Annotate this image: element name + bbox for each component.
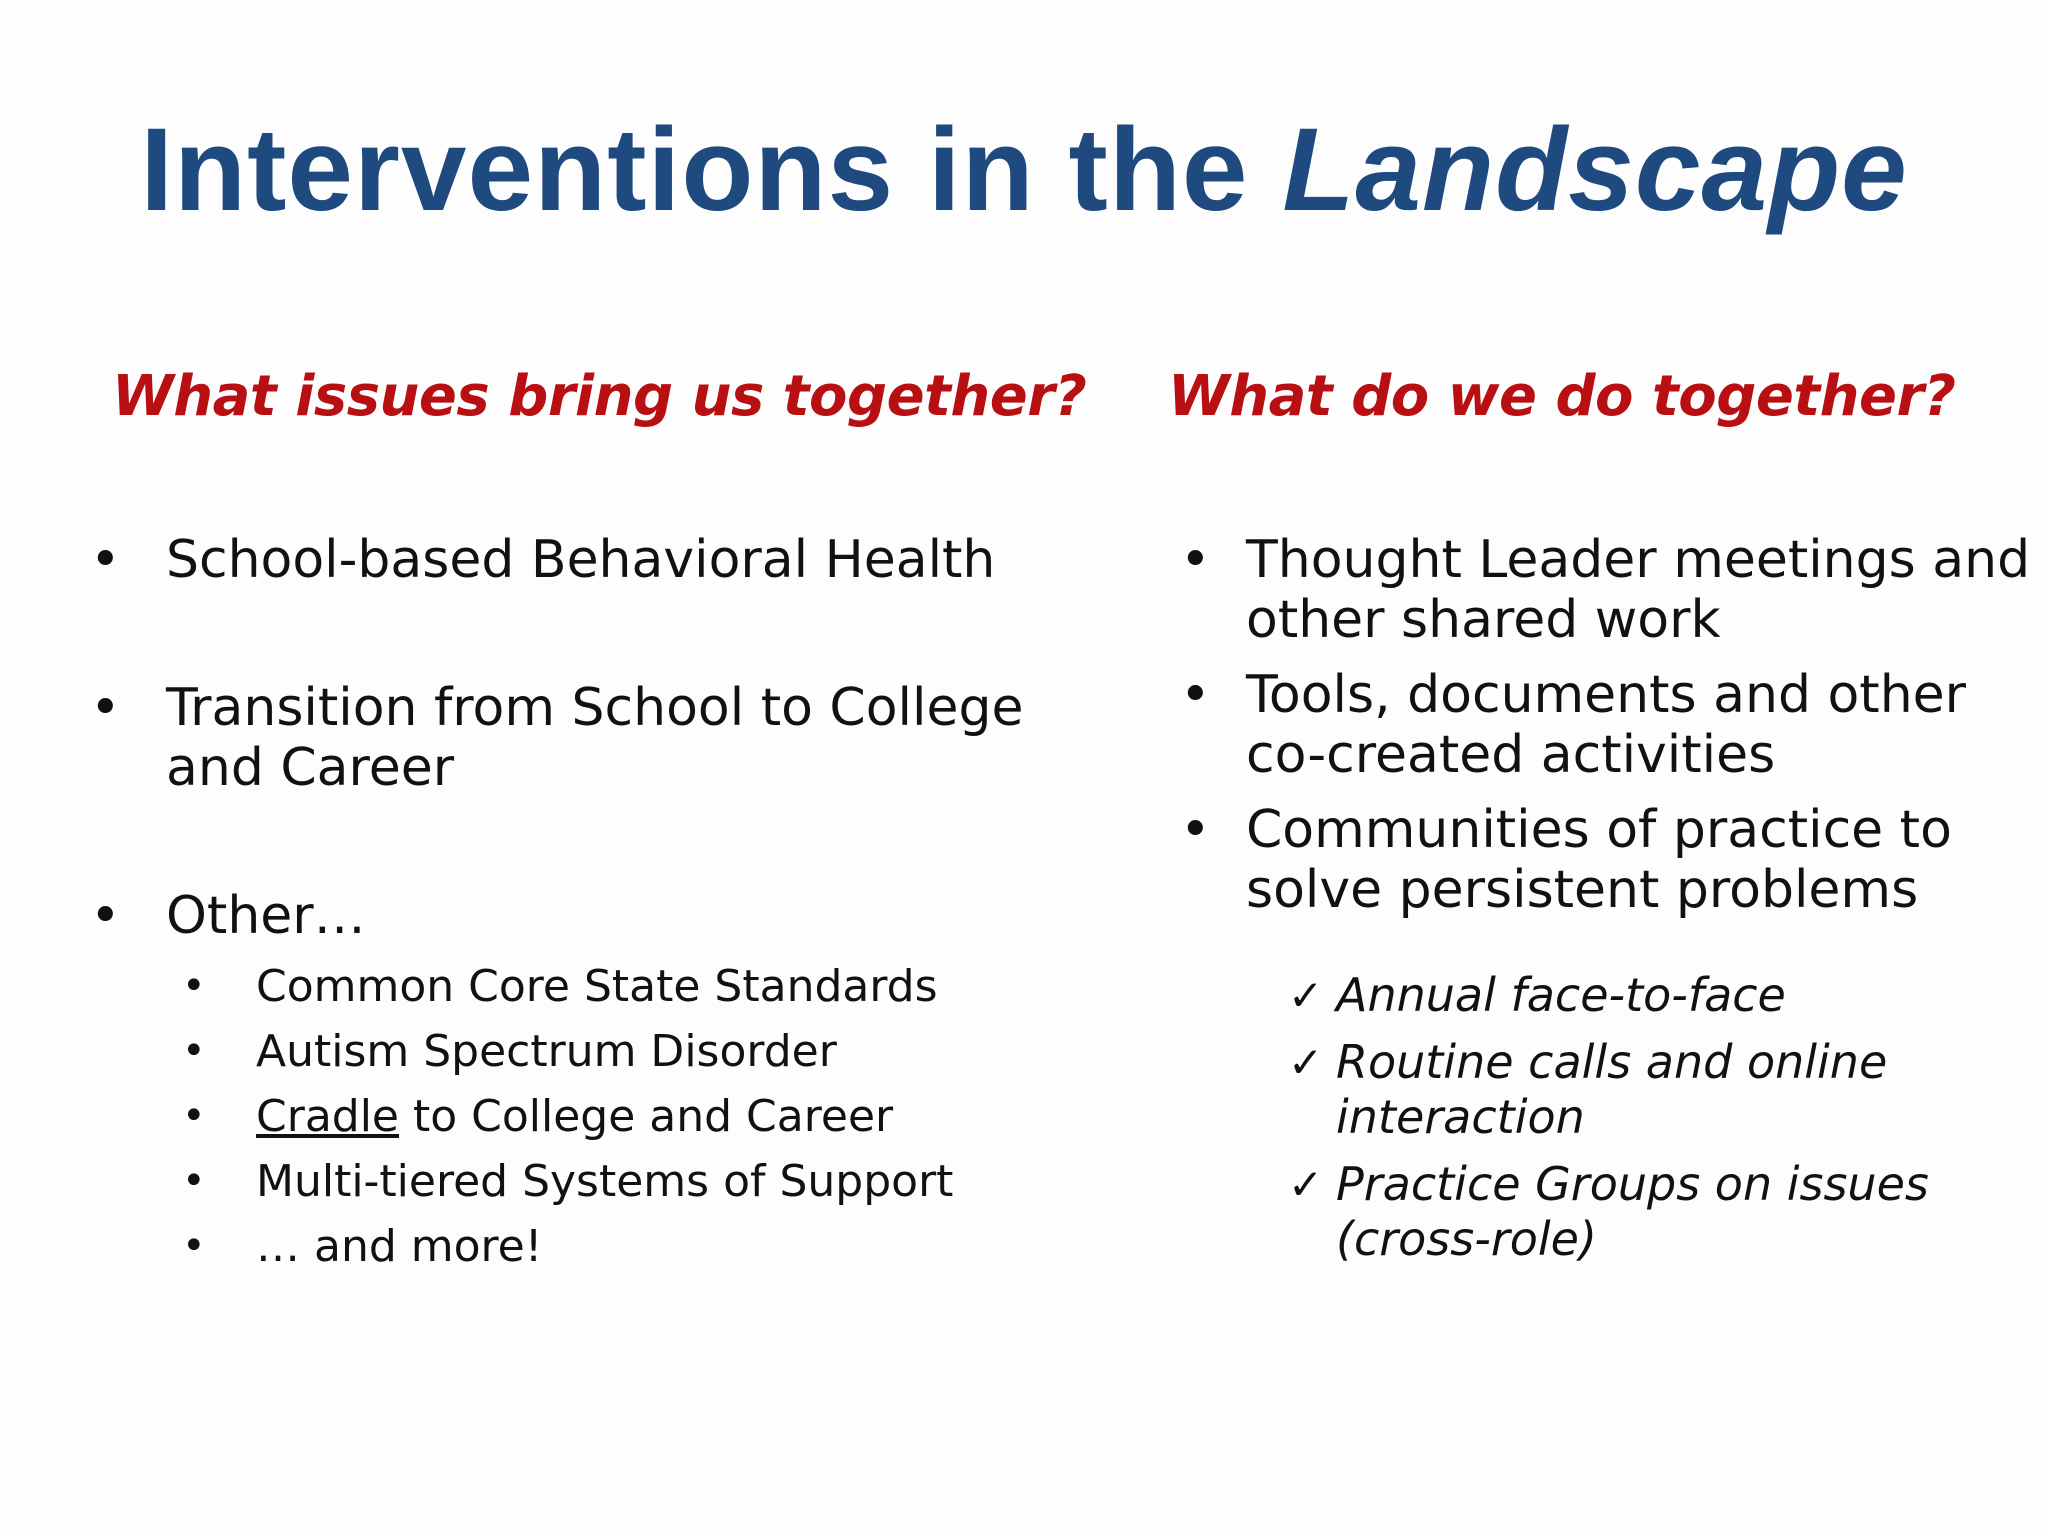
title-emphasis: Landscape [1282, 104, 1908, 236]
bullet-icon: • [182, 1093, 206, 1139]
bullet-icon: • [90, 678, 121, 738]
list-item-label: Communities of practice to solve persistent problems [1246, 800, 1952, 920]
list-item-label: Thought Leader meetings and other shared work [1246, 530, 2031, 650]
title-main: Interventions in the [140, 104, 1283, 236]
list-item [88, 886, 1048, 1279]
sub-list-item-label: Multi-tiered Systems of Support [256, 1156, 954, 1207]
left-bullet-list [88, 530, 1048, 1279]
sub-list-item [182, 1149, 1048, 1214]
checkmark-icon: ✓ [1288, 1160, 1324, 1209]
checkmark-list [1288, 968, 2028, 1279]
sub-list-item-label: … and more! [256, 1221, 543, 1272]
bullet-icon: • [1180, 800, 1211, 860]
bullet-icon: • [182, 1158, 206, 1204]
bullet-icon: • [1180, 530, 1211, 590]
list-item-label: Tools, documents and other co-created activities [1246, 665, 1967, 785]
check-list-item [1288, 1035, 2028, 1145]
right-column-heading: What do we do together? [1168, 364, 1956, 429]
sub-bullet-list [166, 954, 1048, 1279]
list-item [1180, 530, 2040, 650]
bullet-icon: • [90, 530, 121, 590]
sub-list-item-label: Autism Spectrum Disorder [256, 1026, 837, 1077]
sub-list-item [182, 1084, 1048, 1149]
bullet-icon: • [182, 1223, 206, 1269]
checkmark-icon: ✓ [1288, 1038, 1324, 1087]
list-item [1180, 800, 2040, 920]
check-list-item [1288, 968, 2028, 1023]
bullet-icon: • [182, 963, 206, 1009]
underlined-word: Cradle [256, 1091, 399, 1142]
list-item [88, 678, 1048, 798]
list-item-label: School-based Behavioral Health [166, 530, 996, 590]
check-list-item-label: Routine calls and online interaction [1336, 1035, 1888, 1144]
bullet-icon: • [182, 1028, 206, 1074]
check-list-item-label: Practice Groups on issues (cross-role) [1336, 1157, 1929, 1266]
right-bullet-list [1180, 530, 2040, 935]
sub-list-item [182, 1019, 1048, 1084]
list-item-label: Other… [166, 886, 366, 946]
check-list-item-label: Annual face-to-face [1336, 968, 1786, 1022]
bullet-icon: • [90, 886, 121, 946]
list-item [88, 530, 1048, 590]
sub-list-item-label: Common Core State Standards [256, 961, 938, 1012]
sub-list-item [182, 1214, 1048, 1279]
list-item-label: Transition from School to College and Career [166, 678, 1024, 798]
checkmark-icon: ✓ [1288, 971, 1324, 1020]
slide-title [0, 100, 2048, 240]
sub-list-item [182, 954, 1048, 1019]
list-item [1180, 665, 2040, 785]
check-list-item [1288, 1157, 2028, 1267]
left-column-heading: What issues bring us together? [112, 364, 1087, 429]
sub-list-item-label: to College and Career [399, 1091, 894, 1142]
bullet-icon: • [1180, 665, 1211, 725]
